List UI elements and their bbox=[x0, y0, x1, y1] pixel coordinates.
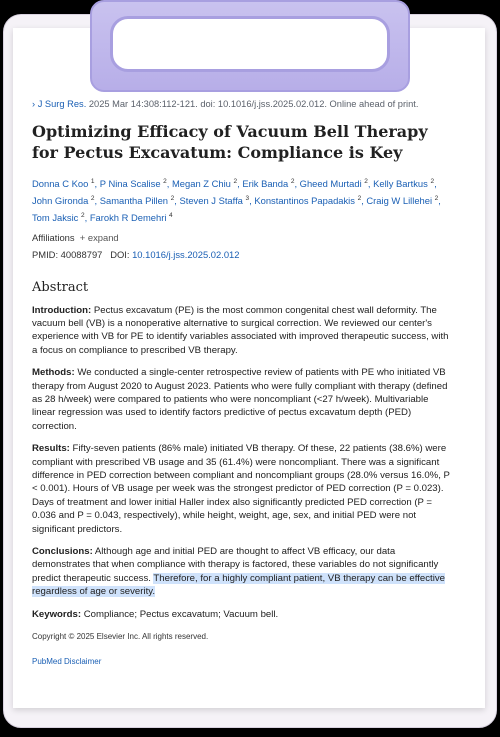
author-affiliation-number[interactable]: 2 bbox=[434, 195, 439, 203]
author-link[interactable]: John Gironda bbox=[32, 195, 89, 207]
highlighted-text: Therefore, for a highly compliant patient, VB therapy can be effective regardless of age or severity. bbox=[32, 572, 445, 598]
author-link[interactable]: Steven J Staffa bbox=[179, 195, 243, 207]
doi-link[interactable]: 10.1016/j.jss.2025.02.012 bbox=[132, 248, 240, 260]
results-section bbox=[32, 442, 452, 536]
results-text: Fifty-seven patients (86% male) initiated VB therapy. Of these, 22 patients (38.6%) were compliant with prescribed VB usage and 35 (61.4%) were noncompliant. There was a significant difference in PED correction between compliant and noncompliant groups (28.0% versus 16.0%, P < 0.001). Hours of VB usage per week was the strongest predictor of PED correction (P = 0.023). Days of treatment and lower initial Haller index also significantly predicted PED correction (P = 0.036 and P = 0.043, respectively), while height, weight, age, sex, and initial PED were not significant predictors. bbox=[32, 443, 450, 535]
author-affiliation-number[interactable]: 4 bbox=[169, 211, 173, 219]
author-affiliation-number[interactable]: 2 bbox=[80, 211, 85, 219]
author-link[interactable]: Samantha Pillen bbox=[99, 195, 169, 207]
author-affiliation-number[interactable]: 2 bbox=[364, 178, 368, 186]
conclusions-section bbox=[32, 545, 452, 599]
pmid-value: 40088797 bbox=[60, 248, 103, 260]
citation-line bbox=[32, 98, 452, 111]
copyright-notice: Copyright © 2025 Elsevier Inc. All rights reserved. bbox=[32, 632, 209, 642]
methods-section bbox=[32, 366, 452, 433]
pmid-label: PMID: bbox=[32, 248, 59, 260]
clip-opening bbox=[110, 16, 390, 72]
introduction-label: Introduction: bbox=[32, 304, 92, 316]
article-title: Optimizing Efficacy of Vacuum Bell Therapy for Pectus Excavatum: Compliance is Key bbox=[32, 122, 428, 163]
author-affiliation-number[interactable]: 2 bbox=[357, 195, 362, 203]
introduction-section bbox=[32, 304, 452, 358]
author-link[interactable]: Donna C Koo bbox=[32, 178, 89, 190]
introduction-text: Pectus excavatum (PE) is the most common congenital chest wall deformity. The vacuum bell (VB) is a nonoperative alternative to surgical correction. We reviewed our center's experience with VB for PE to identify variables associated with improved therapeutic success, with a focus on compliance to prescribed VB therapy. bbox=[32, 304, 449, 356]
author-affiliation-number[interactable]: 2 bbox=[90, 195, 95, 203]
author-link[interactable]: P Nina Scalise bbox=[99, 178, 161, 190]
keywords-label: Keywords: bbox=[32, 608, 82, 620]
author-link[interactable]: Megan Z Chiu bbox=[172, 178, 231, 190]
journal-link[interactable]: › J Surg Res. bbox=[32, 99, 87, 109]
results-label: Results: bbox=[32, 443, 70, 455]
abstract-heading: Abstract bbox=[32, 280, 89, 296]
doi-label: DOI: bbox=[110, 248, 130, 260]
author-link[interactable]: Kelly Bartkus bbox=[373, 178, 428, 190]
article-content bbox=[32, 98, 452, 669]
author-affiliation-number[interactable]: 1 bbox=[90, 178, 95, 186]
conclusions-label: Conclusions: bbox=[32, 546, 93, 557]
author-link[interactable]: Farokh R Demehri bbox=[89, 211, 167, 223]
author-link[interactable]: Tom Jaksic bbox=[32, 211, 79, 223]
keywords-text: Compliance; Pectus excavatum; Vacuum bell. bbox=[83, 608, 279, 620]
author-link[interactable]: Craig W Lillehei bbox=[366, 195, 433, 207]
author-link[interactable]: Konstantinos Papadakis bbox=[254, 195, 355, 207]
identifiers-row bbox=[32, 248, 452, 261]
author-affiliation-number[interactable]: 2 bbox=[170, 195, 175, 203]
author-affiliation-number[interactable]: 2 bbox=[290, 178, 295, 186]
author-affiliation-number[interactable]: 2 bbox=[430, 178, 435, 186]
author-link[interactable]: Gheed Murtadi bbox=[299, 178, 362, 190]
affiliations-label: Affiliations bbox=[32, 232, 75, 244]
conclusions-text: Although age and initial PED are thought to affect VB efficacy, our data demonstrates that when compliance with therapy is factored, these variables do not significantly predict therapeutic success. bbox=[32, 546, 439, 584]
expand-affiliations-button[interactable]: + expand bbox=[79, 232, 119, 244]
affiliations-row bbox=[32, 231, 452, 244]
clipboard-clip bbox=[90, 0, 410, 92]
author-affiliation-number[interactable]: 3 bbox=[245, 195, 250, 203]
methods-text: We conducted a single-center retrospective review of patients with PE who initiated VB therapy from August 2020 to August 2023. Patients who were fully compliant with therapy (defined as 28 h/week) were compared to patients who were noncompliant (<27 h/week). Multivariable linear regression was used to identify factors predictive of pectus excavatum depth (PED) correction. bbox=[32, 367, 448, 432]
author-affiliation-number[interactable]: 2 bbox=[163, 178, 167, 186]
chevron-right-icon: › bbox=[32, 99, 36, 109]
methods-label: Methods: bbox=[32, 367, 75, 379]
keywords-section bbox=[32, 608, 452, 621]
citation-details: 2025 Mar 14:308:112-121. doi: 10.1016/j.jss.2025.02.012. Online ahead of print. bbox=[86, 99, 419, 109]
author-list: Donna C Koo $^1$, P Nina Scalise $^2$, Megan Z Chiu $^2$, Erik Banda $^2$, Gheed Murtadi $^2$, Kelly Bartkus $^2$, John Gironda $^2$, Samantha Pillen $^2$, Steven J Staffa $^3$, Konstantinos Papadakis $^2$, Craig W Lillehei $^2$, Tom Jaksic $^2$, Farokh R Demehri $^4$ bbox=[32, 178, 441, 223]
author-affiliation-number[interactable]: 2 bbox=[233, 178, 238, 186]
author-link[interactable]: Erik Banda bbox=[242, 178, 289, 190]
pubmed-disclaimer-link[interactable]: PubMed Disclaimer bbox=[32, 657, 102, 667]
